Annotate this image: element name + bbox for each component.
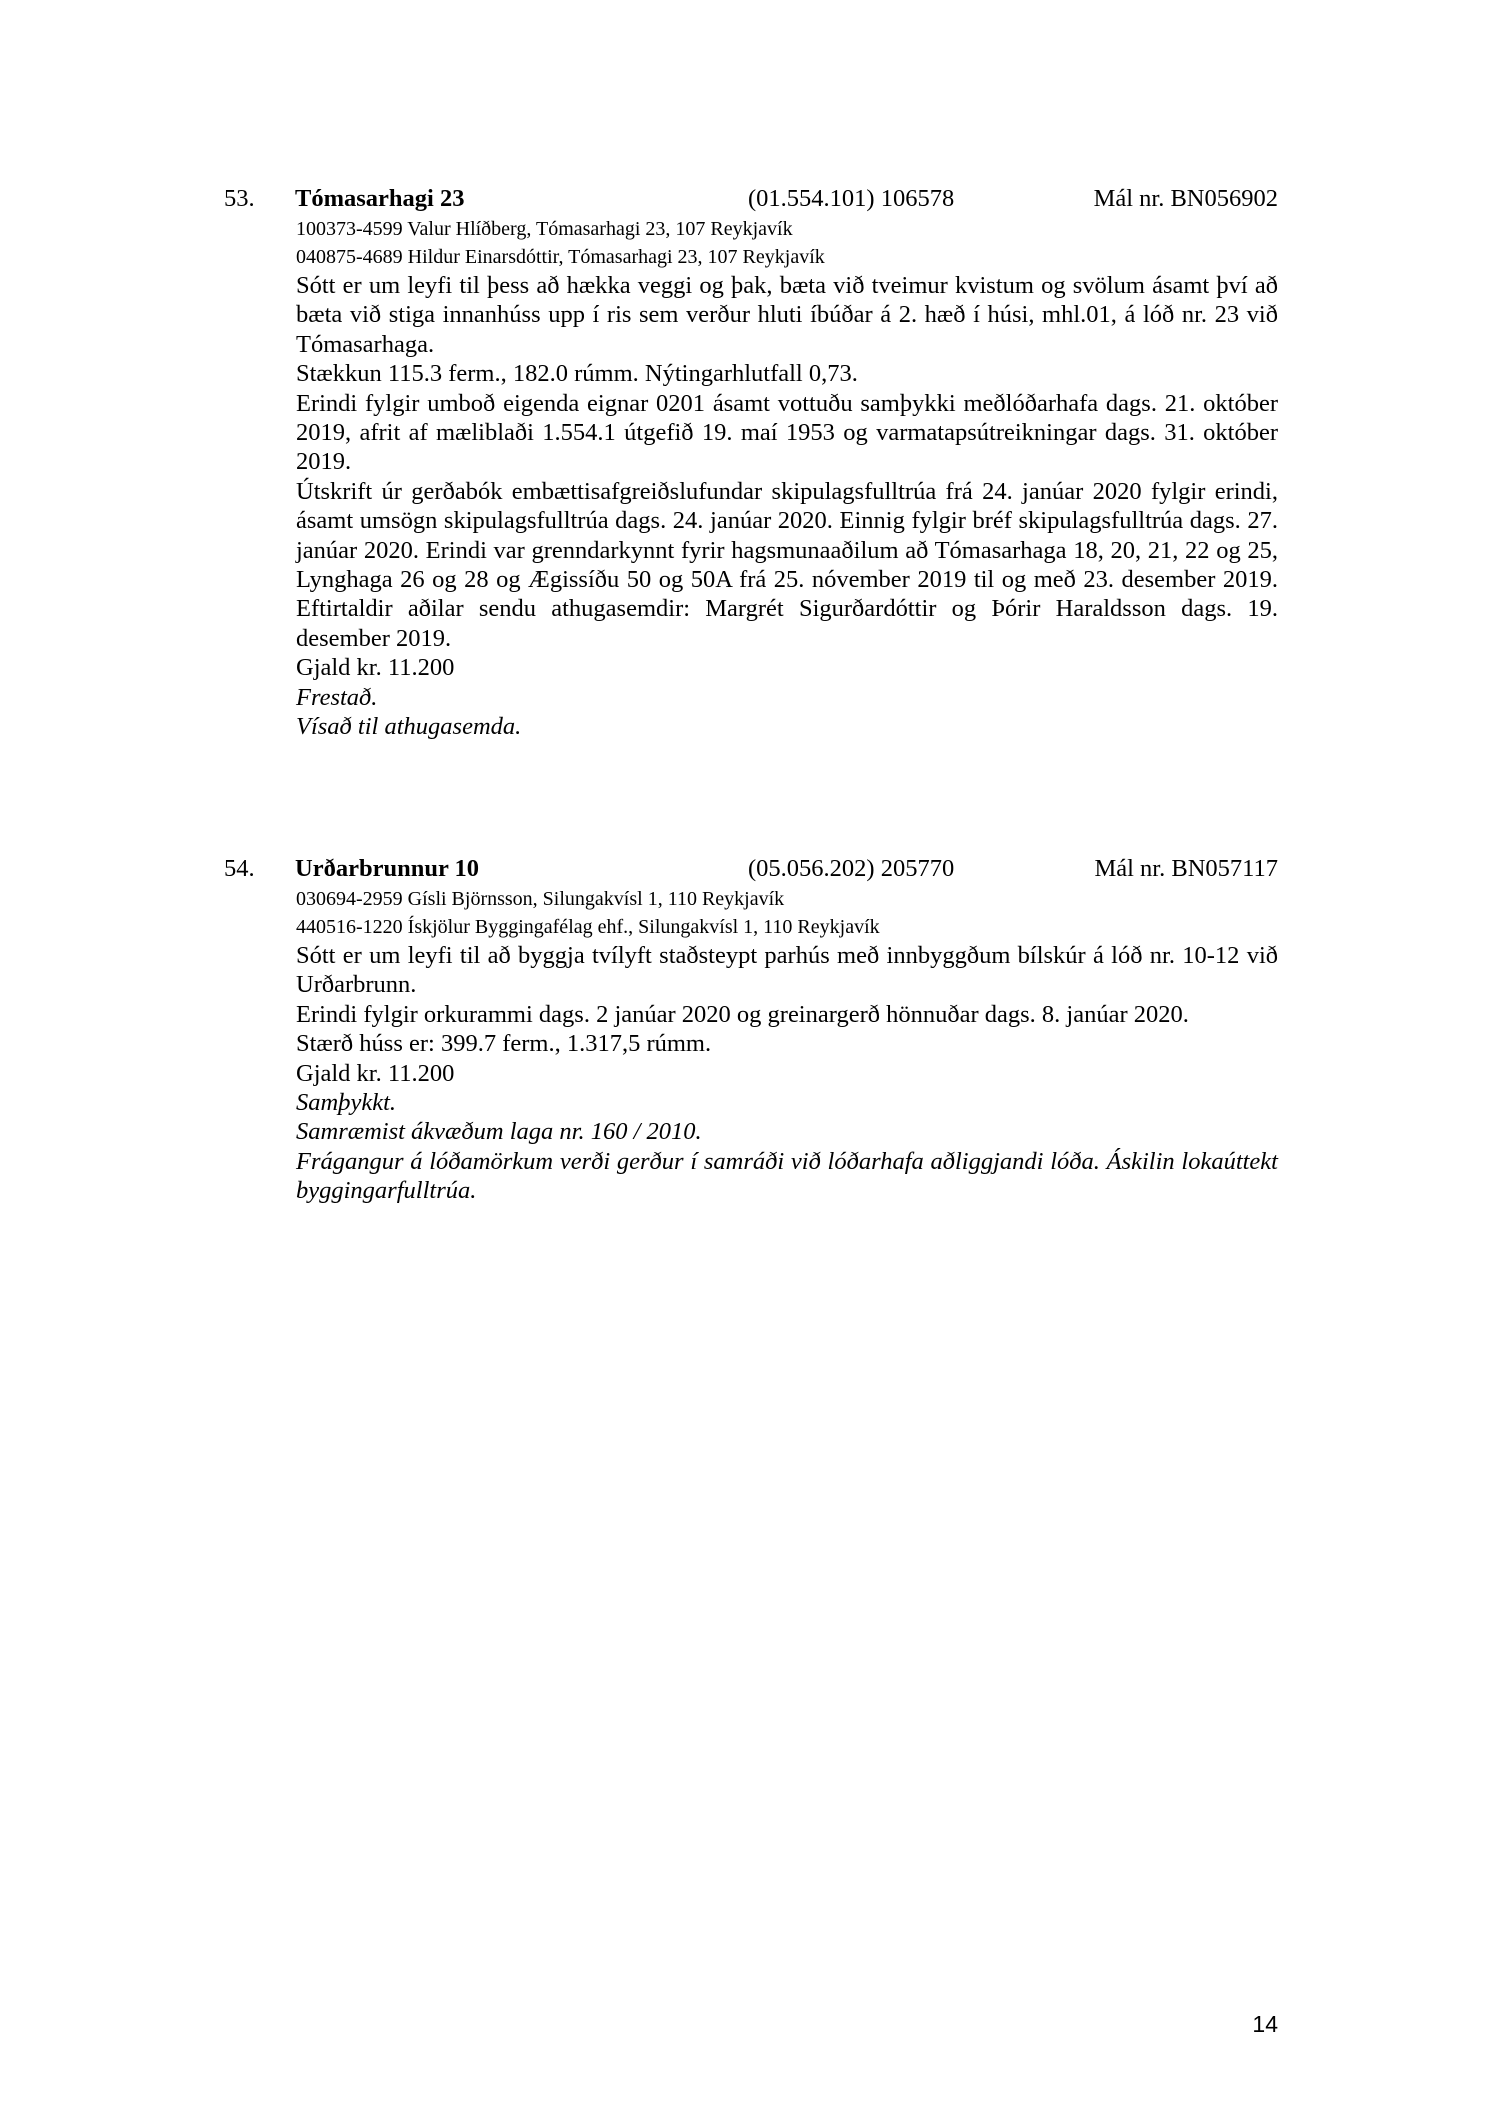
fee-line: Gjald kr. 11.200 xyxy=(296,1059,455,1087)
case-number: Mál nr. BN056902 xyxy=(1093,185,1278,212)
applicant-line: 040875-4689 Hildur Einarsdóttir, Tómasarhagi 23, 107 Reykjavík xyxy=(296,246,825,268)
case-entry-53 xyxy=(224,182,1278,742)
application-description: Sótt er um leyfi til þess að hækka veggi og þak, bæta við tveimur kvistum og svölum ásamt því að bæta við stiga innanhúss upp í ris sem verður hluti íbúðar á 2. hæð í húsi, mhl.01, á lóð nr. 23 við Tómasarhaga. xyxy=(296,272,1278,358)
property-address: Tómasarhagi 23 xyxy=(295,185,465,212)
application-description: Sótt er um leyfi til að byggja tvílyft staðsteypt parhús með innbyggðum bílskúr á lóð nr. 10-12 við Urðarbrunn. xyxy=(296,942,1278,999)
attachments-note: Erindi fylgir orkurammi dags. 2 janúar 2020 og greinargerð hönnuðar dags. 8. janúar 2020. xyxy=(296,1000,1189,1028)
applicant-line: 100373-4599 Valur Hlíðberg, Tómasarhagi 23, 107 Reykjavík xyxy=(296,218,793,240)
decision-note: Vísað til athugasemda. xyxy=(296,713,522,741)
property-address: Urðarbrunnur 10 xyxy=(295,855,480,882)
entry-body xyxy=(296,215,1278,742)
fee-line: Gjald kr. 11.200 xyxy=(296,654,455,682)
planning-note: Útskrift úr gerðabók embættisafgreiðslufundar skipulagsfulltrúa frá 24. janúar 2020 fylgir erindi, ásamt umsögn skipulagsfulltrúa dags. 24. janúar 2020. Einnig fylgir bréf skipulagsfulltrúa dags. 27. janúar 2020. Erindi var grenndarkynnt fyrir hagsmunaaðilum að Tómasarhaga 18, 20, 21, 22 og 25, Lynghaga 26 og 28 og Ægissíðu 50 og 50A frá 25. nóvember 2019 til og með 23. desember 2019. Eftirtaldir aðilar sendu athugasemdir: Margrét Sigurðardóttir og Þórir Haraldsson dags. 19. desember 2019. xyxy=(296,477,1278,652)
property-reference: (01.554.101) 106578 xyxy=(748,185,955,212)
case-entry-54 xyxy=(224,852,1278,1206)
property-reference: (05.056.202) 205770 xyxy=(748,855,955,882)
entry-body xyxy=(296,885,1278,1206)
case-number: Mál nr. BN057117 xyxy=(1094,855,1278,882)
size-summary: Stærð húss er: 399.7 ferm., 1.317,5 rúmm. xyxy=(296,1030,712,1058)
size-summary: Stækkun 115.3 ferm., 182.0 rúmm. Nýtingarhlutfall 0,73. xyxy=(296,360,858,388)
decision-line: Samþykkt. xyxy=(296,1089,396,1117)
attachments-note: Erindi fylgir umboð eigenda eignar 0201 ásamt vottuðu samþykki meðlóðarhafa dags. 21. október 2019, afrit af mæliblaði 1.554.1 útgefið 19. maí 1953 og varmatapsútreikningar dags. 31. október 2019. xyxy=(296,389,1278,476)
entry-number: 54. xyxy=(224,855,255,882)
page-number: 14 xyxy=(1252,2011,1278,2037)
decision-note: Samræmist ákvæðum laga nr. 160 / 2010. xyxy=(296,1118,702,1146)
entry-header xyxy=(224,852,1278,885)
entry-number: 53. xyxy=(224,185,255,212)
entry-header xyxy=(224,182,1278,215)
decision-condition: Frágangur á lóðamörkum verði gerður í samráði við lóðarhafa aðliggjandi lóða. Áskilin lokaúttekt byggingarfulltrúa. xyxy=(296,1147,1278,1205)
applicant-line: 440516-1220 Ískjölur Byggingafélag ehf., Silungakvísl 1, 110 Reykjavík xyxy=(296,916,880,938)
decision-line: Frestað. xyxy=(296,683,378,711)
applicant-line: 030694-2959 Gísli Björnsson, Silungakvísl 1, 110 Reykjavík xyxy=(296,888,785,910)
